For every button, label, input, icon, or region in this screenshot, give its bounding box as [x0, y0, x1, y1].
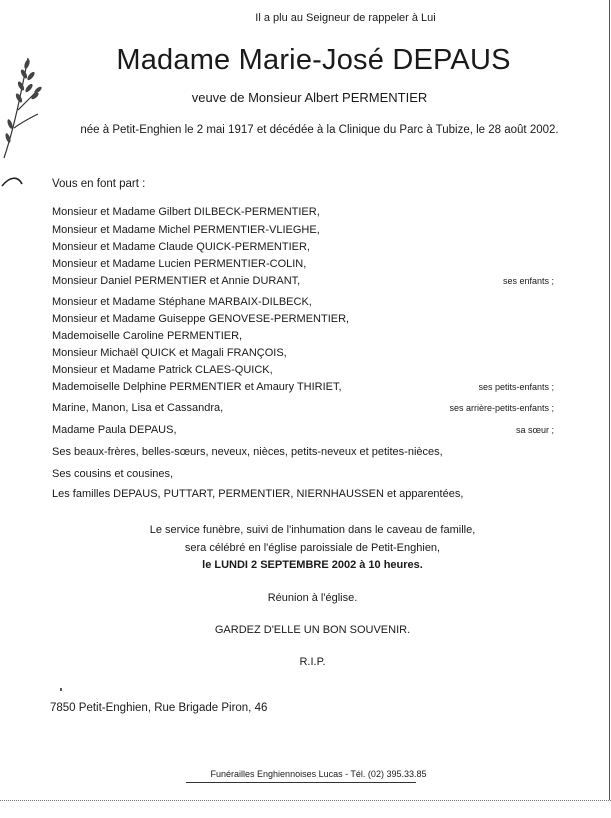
family-member: Monsieur et Madame Claude QUICK-PERMENTIER, [52, 241, 310, 253]
service-line-1: Le service funèbre, suivi de l'inhumation dans le caveau de famille, [149, 524, 476, 536]
family-line [52, 313, 554, 325]
birth-death-line: née à Petit-Enghien le 2 mai 1917 et décédée à la Clinique du Parc à Tubize, le 28 août 2002. [80, 124, 559, 136]
family-line [52, 258, 554, 270]
family-member: Monsieur et Madame Patrick CLAES-QUICK, [52, 364, 273, 376]
family-line [52, 468, 554, 480]
service-date: le LUNDI 2 SEPTEMBRE 2002 à 10 heures. [202, 559, 423, 571]
deceased-name: Madame Marie-José DEPAUS [116, 44, 511, 76]
print-speck [60, 688, 62, 691]
opening-phrase: Il a plu au Seigneur de rappeler à Lui [255, 12, 436, 24]
family-line [52, 330, 554, 342]
funeral-home-underline [186, 782, 416, 783]
family-line [52, 224, 554, 236]
family-address: 7850 Petit-Enghien, Rue Brigade Piron, 46 [50, 702, 268, 714]
family-member: Monsieur Michaël QUICK et Magali FRANÇOIS, [52, 347, 287, 359]
family-line [52, 206, 554, 218]
family-line [52, 381, 554, 393]
family-line [52, 347, 554, 359]
family-member: Monsieur et Madame Gilbert DILBECK-PERMENTIER, [52, 206, 320, 218]
bottom-border [0, 800, 611, 801]
remembrance-line: GARDEZ D'ELLE UN BON SOUVENIR. [214, 624, 411, 636]
family-line [52, 241, 554, 253]
relation-label: ses petits-enfants ; [478, 382, 554, 392]
family-member: Les familles DEPAUS, PUTTART, PERMENTIER, NIERNHAUSSEN et apparentées, [52, 488, 464, 500]
family-member: Monsieur et Madame Michel PERMENTIER-VLIEGHE, [52, 224, 320, 236]
family-member: Marine, Manon, Lisa et Cassandra, [52, 402, 224, 414]
relation-label: sa sœur ; [515, 425, 554, 435]
family-member: Monsieur et Madame Guiseppe GENOVESE-PERMENTIER, [52, 313, 350, 325]
family-member: Monsieur et Madame Lucien PERMENTIER-COLIN, [52, 258, 307, 270]
family-line [52, 275, 554, 287]
family-member: Mademoiselle Caroline PERMENTIER, [52, 330, 243, 342]
service-line-2: sera célébré en l'église paroissiale de Petit-Enghien, [184, 542, 441, 554]
family-member: Madame Paula DEPAUS, [52, 424, 177, 436]
meeting-note: Réunion à l'église. [267, 592, 358, 604]
family-member: Ses beaux-frères, belles-sœurs, neveux, nièces, petits-neveux et petites-nièces, [52, 446, 443, 458]
family-line [52, 402, 554, 414]
family-member: Mademoiselle Delphine PERMENTIER et Amaury THIRIET, [52, 381, 342, 393]
funeral-home-line: Funérailles Enghiennoises Lucas - Tél. (02) 395.33.85 [210, 769, 427, 779]
family-line [52, 488, 554, 500]
relation-label: ses arrière-petits-enfants ; [449, 403, 554, 413]
page-edge [609, 0, 610, 800]
family-line [52, 296, 554, 308]
widow-of-line: veuve de Monsieur Albert PERMENTIER [191, 90, 428, 105]
family-member: Monsieur et Madame Stéphane MARBAIX-DILBECK, [52, 296, 312, 308]
family-member: Monsieur Daniel PERMENTIER et Annie DURANT, [52, 275, 301, 287]
relation-label: ses enfants ; [502, 276, 554, 286]
family-line [52, 364, 554, 376]
family-line [52, 424, 554, 436]
family-line [52, 446, 554, 458]
announcement-intro: Vous en font part : [52, 178, 146, 190]
rip-line: R.I.P. [299, 656, 326, 668]
family-member: Ses cousins et cousines, [52, 468, 174, 480]
